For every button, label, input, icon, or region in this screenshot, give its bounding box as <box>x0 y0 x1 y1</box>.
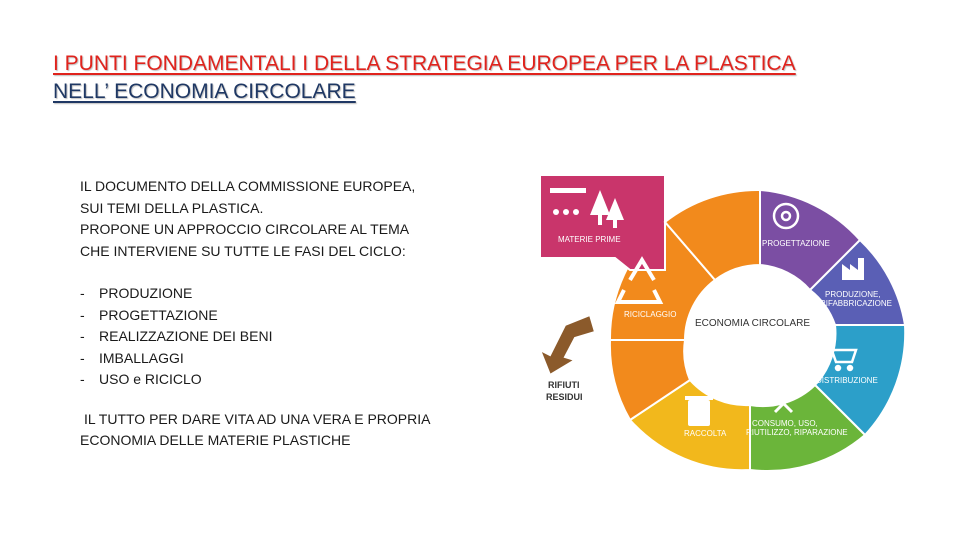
label-residui: RESIDUI <box>546 392 583 402</box>
title-line-2: NELL’ ECONOMIA CIRCOLARE <box>53 80 356 103</box>
label-produzione-2: RIFABBRICAZIONE <box>820 299 893 308</box>
label-progettazione: PROGETTAZIONE <box>762 239 830 248</box>
closing-line-2: ECONOMIA DELLE MATERIE PLASTICHE <box>80 432 351 448</box>
list-item: - IMBALLAGGI <box>80 349 184 366</box>
intro-line-2: SUI TEMI DELLA PLASTICA. <box>80 199 264 216</box>
intro-line-3: PROPONE UN APPROCCIO CIRCOLARE AL TEMA <box>80 221 410 237</box>
waste-arrow <box>540 315 595 375</box>
label-rifiuti: RIFIUTI <box>548 380 580 390</box>
label-raccolta: RACCOLTA <box>684 429 727 438</box>
list-item: - USO e RICICLO <box>80 371 202 387</box>
label-consumo-1: CONSUMO, USO, <box>752 419 818 428</box>
label-consumo-2: RIUTILIZZO, RIPARAZIONE <box>746 428 848 437</box>
label-riciclaggio: RICICLAGGIO <box>624 310 677 319</box>
circular-economy-diagram <box>520 160 920 500</box>
title-line-1: I PUNTI FONDAMENTALI I DELLA STRATEGIA EUROPEA PER LA PLASTICA <box>53 52 796 75</box>
recycle-bin-icon <box>685 396 713 426</box>
label-distribuzione: DISTRIBUZIONE <box>816 376 878 385</box>
closing-line-1: IL TUTTO PER DARE VITA AD UNA VERA E PROPRIA <box>84 410 431 427</box>
list-item: - PRODUZIONE <box>80 285 193 301</box>
list-item: - PROGETTAZIONE <box>80 306 218 323</box>
label-economia-circolare: ECONOMIA CIRCOLARE <box>695 318 811 329</box>
list-item: - REALIZZAZIONE DEI BENI <box>80 328 273 344</box>
label-produzione-1: PRODUZIONE, <box>825 290 881 299</box>
body-text <box>80 176 500 452</box>
intro-line-1: IL DOCUMENTO DELLA COMMISSIONE EUROPEA, <box>80 178 416 194</box>
intro-line-4: CHE INTERVIENE SU TUTTE LE FASI DEL CICLO: <box>80 242 406 259</box>
spacer <box>80 391 500 409</box>
slide-title <box>53 50 913 106</box>
label-materie-prime: MATERIE PRIME <box>558 235 621 244</box>
phase-list <box>80 283 500 391</box>
spacer <box>80 262 500 283</box>
